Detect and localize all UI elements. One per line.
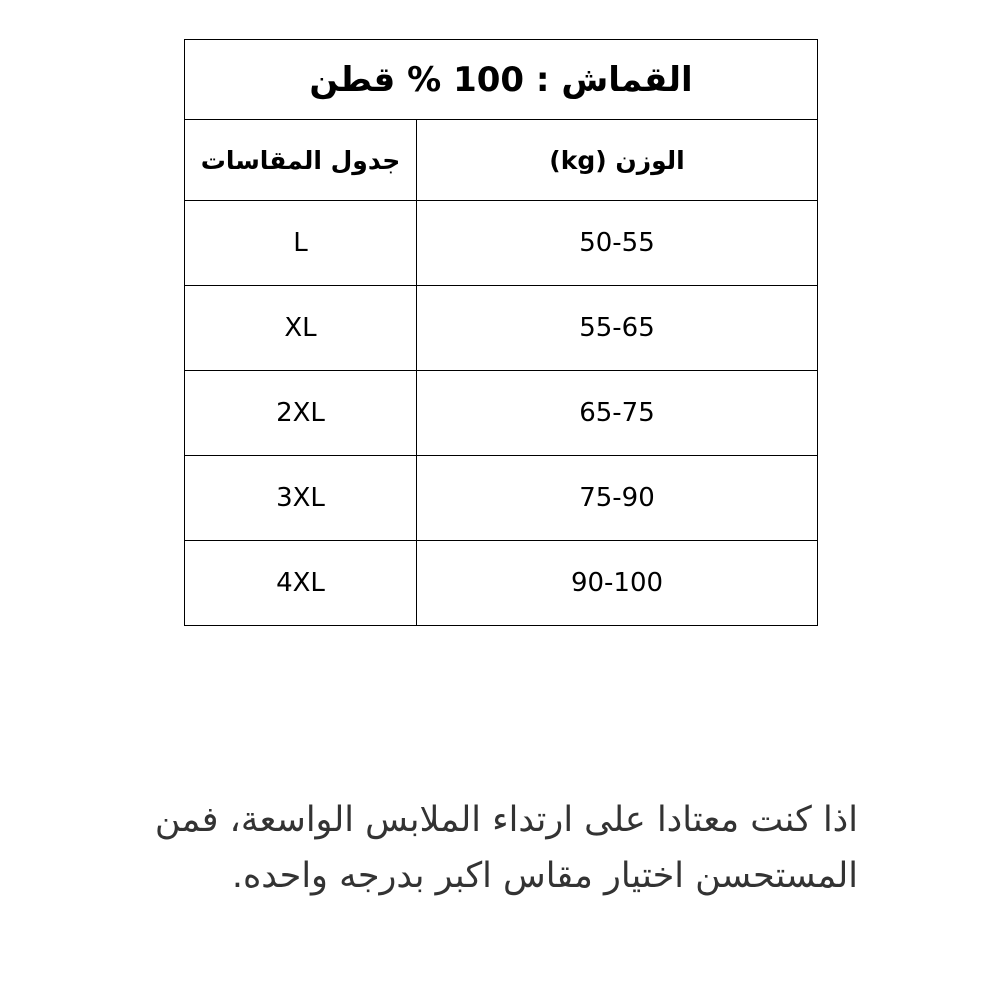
weight-cell: 50-55 <box>417 201 818 286</box>
table-header-row <box>185 120 818 201</box>
table-row <box>185 371 818 456</box>
table-title-row <box>185 40 818 120</box>
weight-cell: 65-75 <box>417 371 818 456</box>
weight-column-header: الوزن (kg) <box>417 120 818 201</box>
size-cell: 3XL <box>185 456 417 541</box>
table-row <box>185 456 818 541</box>
size-cell: 4XL <box>185 541 417 626</box>
table-row <box>185 201 818 286</box>
size-cell: XL <box>185 286 417 371</box>
size-cell: 2XL <box>185 371 417 456</box>
size-column-header: جدول المقاسات <box>185 120 417 201</box>
weight-cell: 55-65 <box>417 286 818 371</box>
note-line: اذا كنت معتادا على ارتداء الملابس الواسعة، فمن <box>154 800 858 840</box>
weight-cell: 75-90 <box>417 456 818 541</box>
note-line: المستحسن اختيار مقاس اكبر بدرجه واحده. <box>231 856 858 896</box>
size-chart-table <box>184 39 818 626</box>
weight-cell: 90-100 <box>417 541 818 626</box>
size-cell: L <box>185 201 417 286</box>
table-row <box>185 286 818 371</box>
fabric-title: القماش : 100 % قطن <box>185 40 818 120</box>
table-row <box>185 541 818 626</box>
sizing-advice-note <box>98 792 858 904</box>
